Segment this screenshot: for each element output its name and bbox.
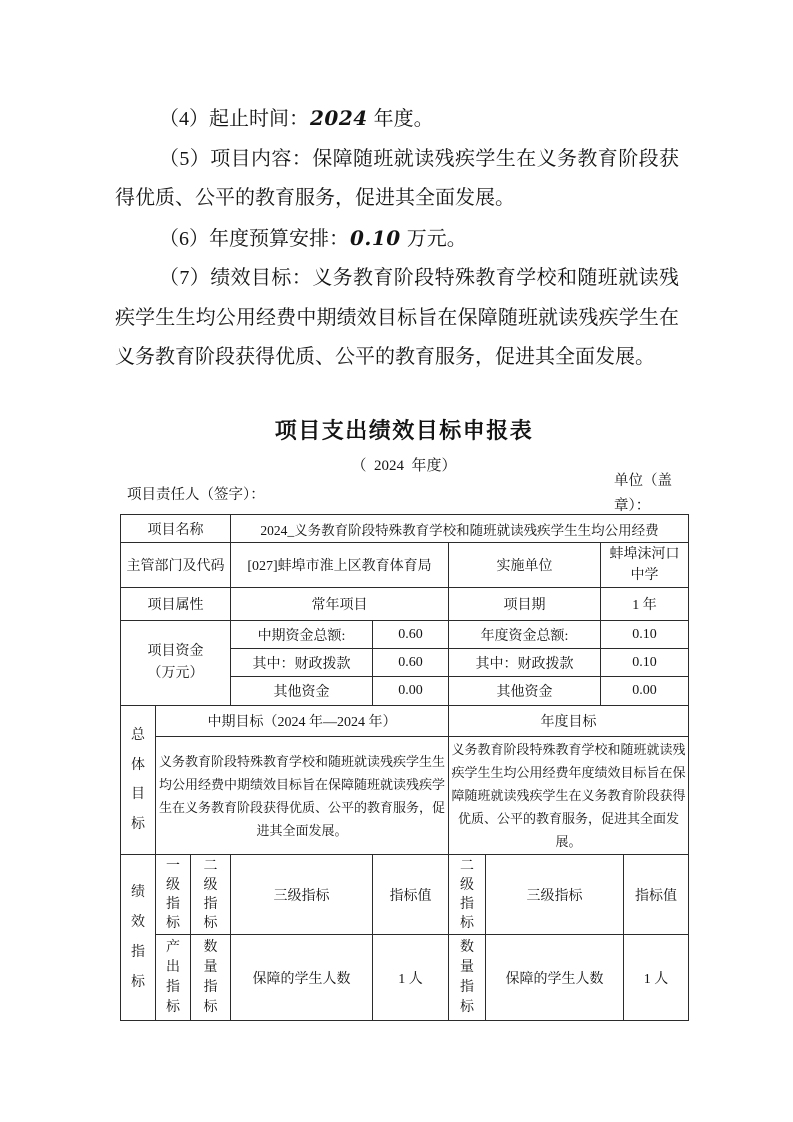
mid-goal-text-cell: 义务教育阶段特殊教育学校和随班就读残疾学生生均公用经费中期绩效目标旨在保障随班就读残疾学生在义务教育阶段获得优质、公平的教育服务，促进其全面发展。 [156,737,449,855]
paragraph-text: （6）年度预算安排： [159,227,349,250]
body-paragraphs [115,99,679,378]
project-period-label-cell: 项目期 [449,588,601,621]
project-name-value-cell: 2024_义务教育阶段特殊教育学校和随班就读残疾学生生均公用经费 [231,515,689,543]
mid-funds-total-value-cell: 0.60 [373,621,449,649]
level1-indicator-cell [156,935,191,1021]
annual-level2-indicator-header: 二级指标 [460,858,475,931]
annual-other-funds-value-cell: 0.00 [601,677,689,706]
table-row-goal-texts [121,737,689,855]
table-row-indicator-headers [121,855,689,935]
performance-indicator-label-cell [121,855,156,1021]
mid-level3-indicator-header-cell: 三级指标 [231,855,373,935]
annual-goal-text-cell: 义务教育阶段特殊教育学校和随班就读残疾学生生均公用经费年度绩效目标旨在保障随班就读残疾学生在义务教育阶段获得优质、公平的教育服务，促进其全面发展。 [449,737,689,855]
overall-goal-label-cell [121,706,156,855]
project-funds-label-cell [121,621,231,706]
department-label-cell: 主管部门及代码 [121,543,231,588]
annual-goal-header-cell: 年度目标 [449,706,689,737]
level1-indicator-header-cell [156,855,191,935]
table-row-department [121,543,689,588]
annual-level3-indicator-cell: 保障的学生人数 [486,935,624,1021]
mid-level3-indicator-cell: 保障的学生人数 [231,935,373,1021]
annual-fiscal-label-cell: 其中：财政拨款 [449,649,601,677]
department-value-cell: [027]蚌埠市淮上区教育体育局 [231,543,449,588]
paragraph-annual-budget [115,219,679,260]
mid-level2-indicator-header-cell [191,855,231,935]
mid-other-funds-label-cell: 其他资金 [231,677,373,706]
performance-target-table [120,514,689,1021]
annual-indicator-value-header-cell: 指标值 [624,855,689,935]
annual-funds-total-label-cell: 年度资金总额: [449,621,601,649]
paragraph-text: 万元。 [401,227,467,250]
table-row-indicator-values [121,935,689,1021]
paragraph-project-content: （5）项目内容：保障随班就读残疾学生在义务教育阶段获得优质、公平的教育服务，促进其全面发展。 [115,147,679,209]
annual-other-funds-label-cell: 其他资金 [449,677,601,706]
annual-level3-indicator-header-cell: 三级指标 [486,855,624,935]
annual-level2-indicator: 数量指标 [460,939,475,1015]
project-attribute-label-cell: 项目属性 [121,588,231,621]
table-row-goal-headers [121,706,689,737]
mid-goal-header-cell: 中期目标（2024 年—2024 年） [156,706,449,737]
form-title: 项目支出绩效目标申报表 [274,418,534,443]
budget-number: 0.10 [350,225,401,250]
mid-other-funds-value-cell: 0.00 [373,677,449,706]
annual-indicator-value-cell: 1 人 [624,935,689,1021]
mid-level2-indicator-cell [191,935,231,1021]
mid-fiscal-label-cell: 其中：财政拨款 [231,649,373,677]
performance-indicator-label: 绩效指标 [131,884,145,990]
project-funds-label: 项目资金（万元） [147,644,204,681]
mid-indicator-value-cell: 1 人 [373,935,449,1021]
table-row-funds-total [121,621,689,649]
implementing-unit-label-cell: 实施单位 [449,543,601,588]
mid-fiscal-value-cell: 0.60 [373,649,449,677]
annual-funds-total-value-cell: 0.10 [601,621,689,649]
responsible-person-label: 项目责任人（签字）： [127,487,265,503]
project-name-label-cell: 项目名称 [121,515,231,543]
paragraph-performance-goal: （7）绩效目标：义务教育阶段特殊教育学校和随班就读残疾学生生均公用经费中期绩效目标旨在保障随班就读残疾学生在义务教育阶段获得优质、公平的教育服务，促进其全面发展。 [115,267,679,368]
implementing-unit-value-cell: 蚌埠沫河口中学 [601,543,689,588]
annual-level2-indicator-cell [449,935,486,1021]
level1-indicator: 产出指标 [166,939,180,1015]
annual-level2-indicator-header-cell [449,855,486,935]
mid-indicator-value-header-cell: 指标值 [373,855,449,935]
paragraph-start-time [115,99,679,140]
overall-goal-label: 总体目标 [131,728,145,832]
table-row-attribute [121,588,689,621]
mid-funds-total-label-cell: 中期资金总额: [231,621,373,649]
annual-fiscal-value-cell: 0.10 [601,649,689,677]
project-period-value-cell: 1 年 [601,588,689,621]
paragraph-text: 年度。 [368,108,434,130]
unit-seal-label: 单位（盖章）： [614,473,672,514]
table-row-project-name [121,515,689,543]
mid-level2-indicator: 数量指标 [203,939,218,1015]
mid-level2-indicator-header: 二级指标 [203,858,218,931]
paragraph-text: （4）起止时间： [159,108,309,130]
year-number: 2024 [310,106,368,130]
form-year-subtitle: （ 2024 年度） [351,458,457,474]
project-attribute-value-cell: 常年项目 [231,588,449,621]
level1-indicator-header: 一级指标 [166,858,180,931]
